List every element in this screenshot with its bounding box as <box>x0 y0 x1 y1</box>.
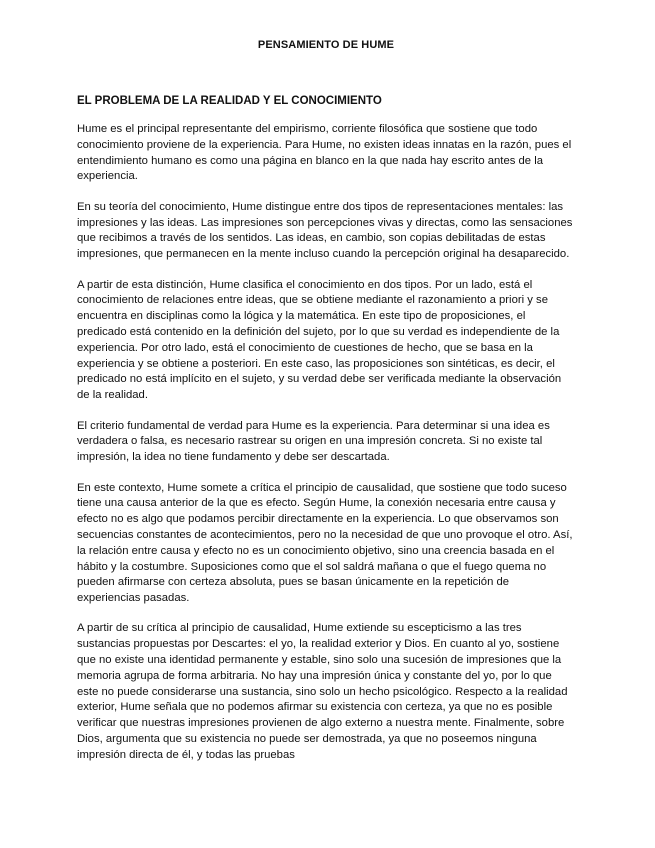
paragraph-causalidad: En este contexto, Hume somete a crítica el principio de causalidad, que sostiene que todo suceso tiene una causa anterior de la que es efecto. Según Hume, la conexión necesaria entre causa y efecto no es algo que podamos percibir directamente en la experiencia. Lo que observamos son secuencias constantes de acontecimientos, pero no la necesidad de que uno provoque el otro. Así, la relación entre causa y efecto no es un conocimiento objetivo, sino una creencia basada en el hábito y la costumbre. Suposiciones como que el sol saldrá mañana o que el fuego quema no pueden afirmarse con certeza absoluta, pues se basan únicamente en la repetición de experiencias pasadas. <box>77 481 573 605</box>
document-title: PENSAMIENTO DE HUME <box>257 39 395 51</box>
paragraph-sustancias: A partir de su crítica al principio de causalidad, Hume extiende su escepticismo a las tres sustancias propuestas por Descartes: el yo, la realidad exterior y Dios. En cuanto al yo, sostiene que no existe una identidad permanente y estable, sino solo una sucesión de impresiones que la memoria agrupa de forma arbitraria. No hay una impresión única y constante del yo, por lo que este no puede considerarse una sustancia, sino solo un hecho psicológico. Respecto a la realidad exterior, Hume señala que no podemos afirmar su existencia con certeza, ya que no es posible verificar que nuestras impresiones provienen de algo externo a nuestra mente. Finalmente, sobre Dios, argumenta que su existencia no puede ser demostrada, ya que no poseemos ninguna impresión directa de él, y todas las pruebas <box>77 622 568 761</box>
paragraph-tipos-conocimiento: A partir de esta distinción, Hume clasifica el conocimiento en dos tipos. Por un lado, está el conocimiento de relaciones entre ideas, que se obtiene mediante el razonamiento a priori y se encuentra en disciplinas como la lógica y la matemática. En este tipo de proposiciones, el predicado está contenido en la definición del sujeto, por lo que su verdad es independiente de la experiencia. Por otro lado, está el conocimiento de cuestiones de hecho, que se basa en la experiencia y se obtiene a posteriori. En este caso, las proposiciones son sintéticas, es decir, el predicado no está implícito en el sujeto, y su verdad debe ser verificada mediante la observación de la realidad. <box>77 278 562 402</box>
paragraph-criterio-verdad: El criterio fundamental de verdad para Hume es la experiencia. Para determinar si una idea es verdadera o falsa, es necesario rastrear su origen en una impresión concreta. Si no existe tal impresión, la idea no tiene fundamento y debe ser descartada. <box>77 419 550 464</box>
paragraph-empirismo: Hume es el principal representante del empirismo, corriente filosófica que sostiene que todo conocimiento proviene de la experiencia. Para Hume, no existen ideas innatas en la razón, pues el entendimiento humano es como una página en blanco en la que nada hay escrito antes de la experiencia. <box>77 123 572 183</box>
section-heading: EL PROBLEMA DE LA REALIDAD Y EL CONOCIMIENTO <box>77 95 382 107</box>
paragraph-impresiones-ideas: En su teoría del conocimiento, Hume distingue entre dos tipos de representaciones mentales: las impresiones y las ideas. Las impresiones son percepciones vivas y directas, como las sensaciones que recibimos a través de los sentidos. Las ideas, en cambio, son copias debilitadas de estas impresiones, que permanecen en la mente incluso cuando la percepción original ha desaparecido. <box>77 200 573 261</box>
